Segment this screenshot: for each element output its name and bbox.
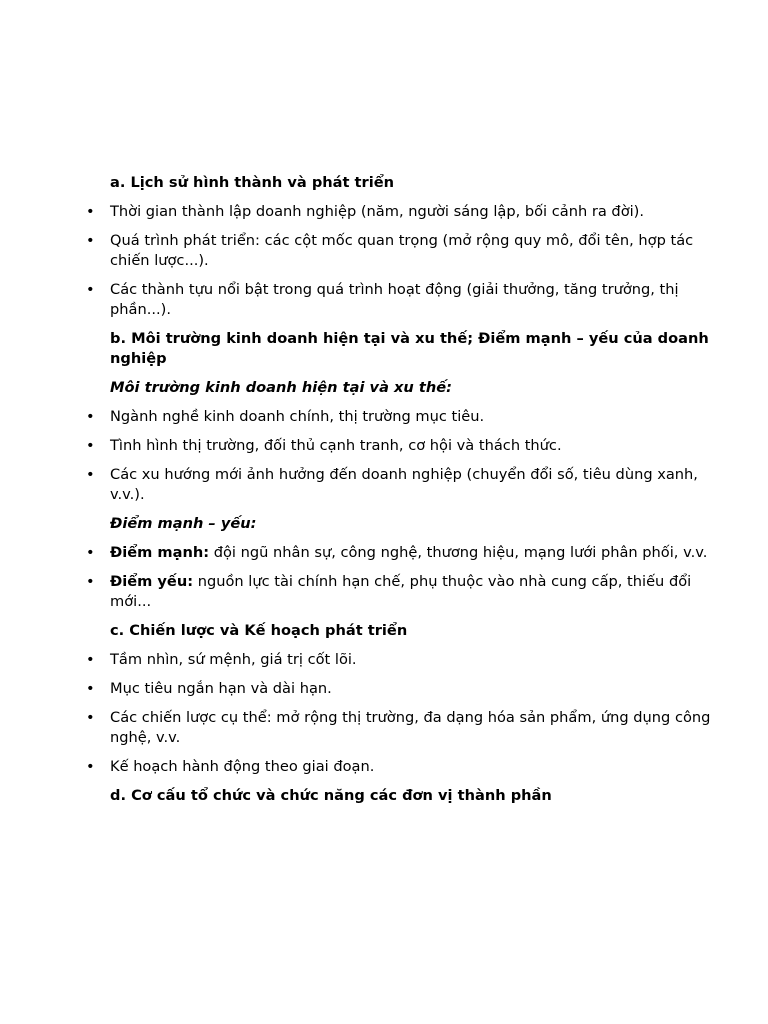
strength-text: đội ngũ nhân sự, công nghệ, thương hiệu, mạng lưới phân phối, v.v.	[209, 544, 708, 561]
list-item-text: Thời gian thành lập doanh nghiệp (năm, người sáng lập, bối cảnh ra đời).	[110, 203, 645, 220]
document-body	[86, 173, 720, 815]
list-item-strengths	[86, 543, 720, 563]
strength-label: Điểm mạnh:	[110, 544, 210, 561]
bullet-icon: •	[86, 437, 95, 454]
list-item	[86, 708, 720, 748]
bullet-icon: •	[86, 232, 95, 249]
list-item	[86, 407, 720, 427]
list-item	[86, 436, 720, 456]
list-item	[86, 679, 720, 699]
list-item-text: Kế hoạch hành động theo giai đoạn.	[110, 758, 375, 775]
list-item	[86, 202, 720, 222]
list-item-text: Các xu hướng mới ảnh hưởng đến doanh nghiệp (chuyển đổi số, tiêu dùng xanh, v.v.).	[110, 466, 698, 503]
list-item-text: Tình hình thị trường, đối thủ cạnh tranh, cơ hội và thách thức.	[110, 437, 562, 454]
bullet-icon: •	[86, 408, 95, 425]
list-item	[86, 280, 720, 320]
section-c-list	[86, 650, 720, 777]
list-item-text: Mục tiêu ngắn hạn và dài hạn.	[110, 680, 332, 697]
section-b-environment-list	[86, 407, 720, 505]
section-b-swot-list	[86, 543, 720, 612]
list-item	[86, 465, 720, 505]
section-b-heading: b. Môi trường kinh doanh hiện tại và xu thế; Điểm mạnh – yếu của doanh nghiệp	[110, 330, 709, 367]
list-item-text: Tầm nhìn, sứ mệnh, giá trị cốt lõi.	[110, 651, 357, 668]
weakness-text: nguồn lực tài chính hạn chế, phụ thuộc vào nhà cung cấp, thiếu đổi mới...	[110, 573, 692, 610]
bullet-icon: •	[86, 573, 95, 590]
section-b-subheading-swot: Điểm mạnh – yếu:	[110, 515, 257, 532]
list-item	[86, 231, 720, 271]
bullet-icon: •	[86, 281, 95, 298]
section-a-heading: a. Lịch sử hình thành và phát triển	[110, 174, 395, 191]
bullet-icon: •	[86, 651, 95, 668]
section-a-list	[86, 202, 720, 320]
bullet-icon: •	[86, 203, 95, 220]
section-b-subheading-environment: Môi trường kinh doanh hiện tại và xu thế:	[110, 379, 452, 396]
list-item-text: Quá trình phát triển: các cột mốc quan trọng (mở rộng quy mô, đổi tên, hợp tác chiến lược...).	[110, 232, 694, 269]
list-item-weaknesses	[86, 572, 720, 612]
bullet-icon: •	[86, 709, 95, 726]
list-item-text: Các chiến lược cụ thể: mở rộng thị trường, đa dạng hóa sản phẩm, ứng dụng công nghệ, v.v.	[110, 709, 711, 746]
bullet-icon: •	[86, 758, 95, 775]
bullet-icon: •	[86, 466, 95, 483]
list-item	[86, 757, 720, 777]
list-item	[86, 650, 720, 670]
list-item-text: Ngành nghề kinh doanh chính, thị trường mục tiêu.	[110, 408, 485, 425]
section-c-heading: c. Chiến lược và Kế hoạch phát triển	[110, 622, 408, 639]
bullet-icon: •	[86, 680, 95, 697]
section-d-heading: d. Cơ cấu tổ chức và chức năng các đơn vị thành phần	[110, 787, 552, 804]
weakness-label: Điểm yếu:	[110, 573, 194, 590]
list-item-text: Các thành tựu nổi bật trong quá trình hoạt động (giải thưởng, tăng trưởng, thị phần...).	[110, 281, 679, 318]
bullet-icon: •	[86, 544, 95, 561]
